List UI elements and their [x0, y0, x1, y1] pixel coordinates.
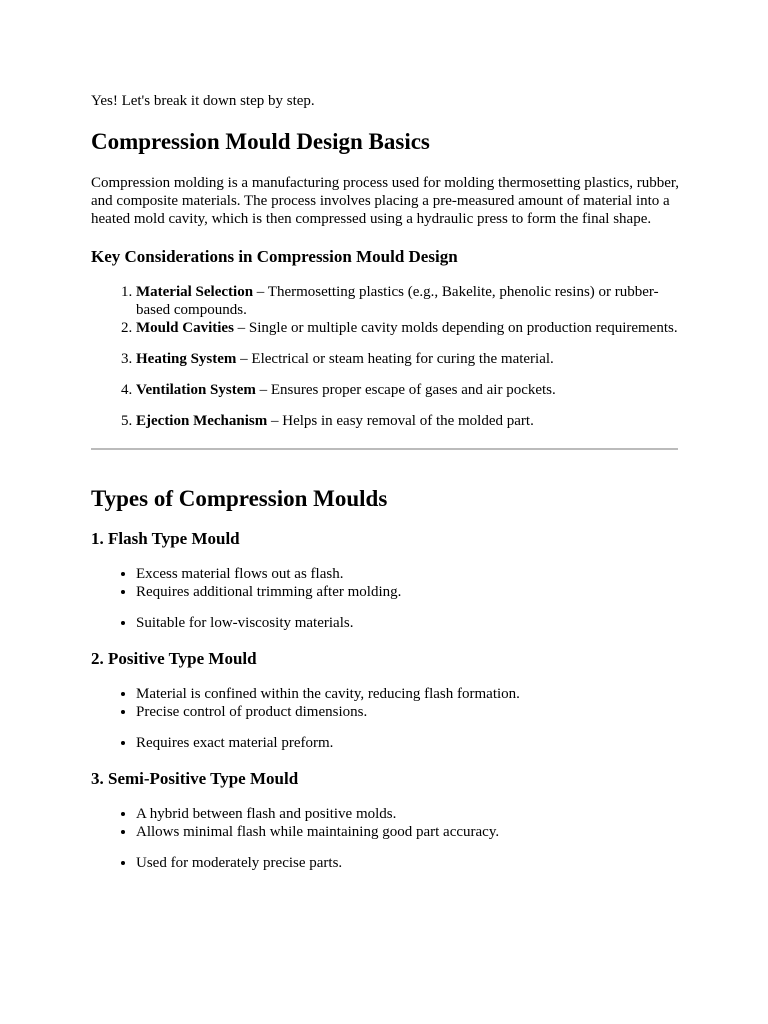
types-heading: Types of Compression Moulds	[91, 486, 388, 511]
semi-positive-type-list	[91, 805, 681, 872]
list-item: • Allows minimal flash while maintaining good part accuracy.	[136, 823, 681, 841]
list-item-text: – Thermosetting plastics (e.g., Bakelite, phenolic resins) or rubber-based compounds.	[136, 284, 659, 318]
list-item-term: Heating System	[136, 351, 237, 367]
description-paragraph: Compression molding is a manufacturing process used for molding thermosetting plastics, rubber, and composite materials. The process involves placing a pre-measured amount of material into a heated mold cavity, which is then compressed using a hydraulic press to form the final shape.	[91, 175, 680, 227]
considerations-heading: Key Considerations in Compression Mould Design	[91, 247, 458, 266]
list-item	[136, 319, 681, 337]
type-heading-flash: 1. Flash Type Mould	[91, 529, 240, 548]
list-item-text: – Single or multiple cavity molds depending on production requirements.	[233, 320, 678, 336]
positive-type-list	[91, 685, 681, 752]
list-item: • Suitable for low-viscosity materials.	[136, 614, 681, 632]
list-item: • Precise control of product dimensions.	[136, 703, 681, 721]
list-item-term: Ventilation System	[136, 382, 256, 398]
list-item-text: – Helps in easy removal of the molded part.	[267, 413, 534, 429]
list-item: • Material is confined within the cavity, reducing flash formation.	[136, 685, 681, 703]
list-item	[136, 381, 681, 399]
list-item: • A hybrid between flash and positive molds.	[136, 805, 681, 823]
type-heading-positive: 2. Positive Type Mould	[91, 649, 257, 668]
intro-text: Yes! Let's break it down step by step.	[91, 93, 315, 109]
list-item-term: Material Selection	[136, 284, 254, 300]
list-item-text: – Electrical or steam heating for curing the material.	[236, 351, 554, 367]
type-heading-semi-positive: 3. Semi-Positive Type Mould	[91, 769, 299, 788]
page-title: Compression Mould Design Basics	[91, 129, 430, 154]
list-item: • Excess material flows out as flash.	[136, 565, 681, 583]
list-item-term: Ejection Mechanism	[136, 413, 268, 429]
list-item-text: – Ensures proper escape of gases and air pockets.	[255, 382, 556, 398]
section-divider	[91, 448, 678, 450]
list-item-term: Mould Cavities	[136, 320, 234, 336]
document-body	[91, 92, 681, 872]
list-item: • Requires exact material preform.	[136, 734, 681, 752]
list-item: • Requires additional trimming after molding.	[136, 583, 681, 601]
flash-type-list	[91, 565, 681, 632]
list-item	[136, 412, 681, 430]
list-item: • Used for moderately precise parts.	[136, 854, 681, 872]
list-item	[136, 283, 681, 319]
considerations-list	[91, 283, 681, 430]
list-item	[136, 350, 681, 368]
